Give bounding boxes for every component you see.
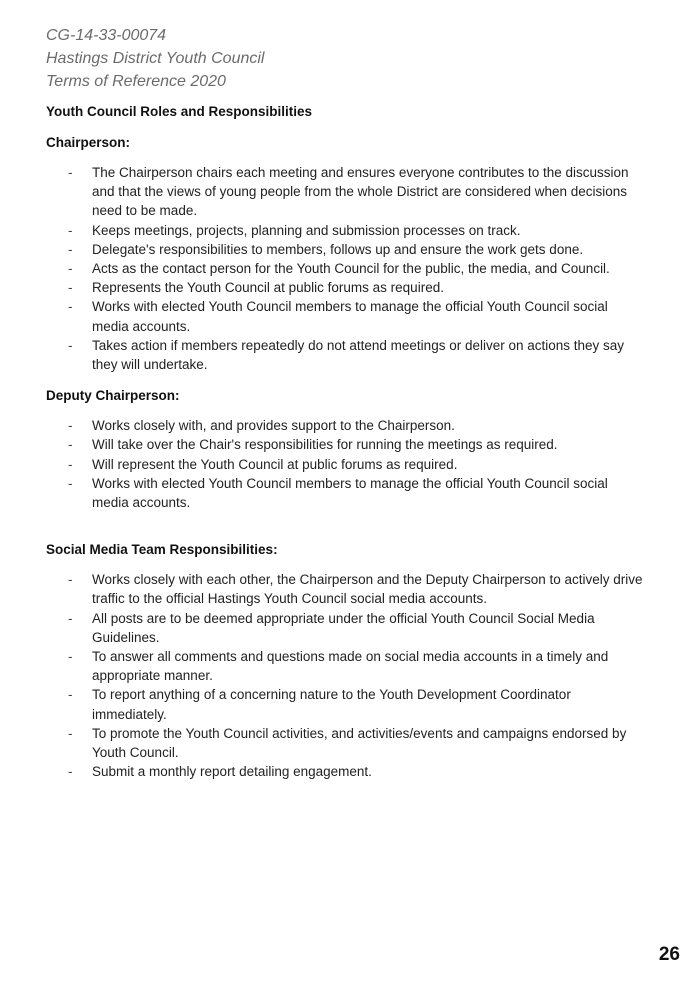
bullet-dash: - — [68, 337, 73, 353]
bullet-dash: - — [68, 437, 73, 453]
bullet-dash: - — [68, 165, 73, 180]
main-heading: Youth Council Roles and Responsibilities — [46, 104, 313, 119]
bullet-dash: - — [68, 261, 73, 277]
list-item: - Submit a monthly report detailing engagement. — [46, 762, 646, 781]
bullet-dash: - — [68, 725, 73, 741]
list-item: - Keeps meetings, projects, planning and submission processes on track. — [46, 221, 646, 240]
list-item: - Acts as the contact person for the Youth Council for the public, the media, and Council. — [46, 259, 646, 278]
list-item: - To report anything of a concerning nature to the Youth Development Coordinator immediately. — [68, 687, 571, 722]
section-title-social-media-team: Social Media Team Responsibilities: — [46, 542, 278, 558]
list-item: - Will take over the Chair's responsibilities for running the meetings as required. — [46, 435, 646, 454]
bullet-dash: - — [68, 572, 73, 588]
document-body — [46, 102, 646, 781]
list-item: - Works with elected Youth Council members to manage the official Youth Council social media accounts. — [68, 299, 608, 334]
document-header — [46, 24, 264, 93]
list-item: - Works closely with each other, the Chairperson and the Deputy Chairperson to actively drive traffic to the official Hastings Youth Council social media accounts. — [68, 572, 643, 607]
section-title-chairperson: Chairperson: — [46, 135, 131, 150]
social-media-team-list — [46, 570, 646, 781]
bullet-dash: - — [68, 649, 73, 665]
list-item: - To promote the Youth Council activities, and activities/events and campaigns endorsed by Youth Council. — [68, 725, 627, 761]
bullet-dash: - — [68, 222, 73, 238]
list-item: - Works with elected Youth Council members to manage the official Youth Council social media accounts. — [68, 475, 608, 511]
doc-title: Terms of Reference 2020 — [46, 73, 226, 90]
bullet-dash: - — [68, 280, 73, 296]
bullet-dash: - — [68, 764, 73, 780]
bullet-dash: - — [68, 241, 73, 257]
deputy-chairperson-list — [46, 416, 646, 512]
list-item: - Will represent the Youth Council at public forums as required. — [46, 455, 646, 474]
list-item: - Delegate's responsibilities to members, follows up and ensure the work gets done. — [46, 240, 646, 259]
list-item: - Takes action if members repeatedly do not attend meetings or deliver on actions they say they will undertake. — [68, 337, 625, 373]
page-number: 26 — [658, 944, 680, 965]
section-title-deputy-chairperson: Deputy Chairperson: — [46, 388, 180, 404]
bullet-dash: - — [68, 299, 73, 315]
bullet-dash: - — [68, 418, 73, 434]
list-item: - The Chairperson chairs each meeting and ensures everyone contributes to the discussion and that the views of young people from the whole District are considered when decisions need to be made. — [68, 165, 629, 219]
list-item: - Works closely with, and provides support to the Chairperson. — [46, 416, 646, 435]
doc-id: CG-14-33-00074 — [46, 27, 167, 44]
bullet-dash: - — [68, 456, 73, 472]
chairperson-list — [46, 163, 646, 374]
list-item: - All posts are to be deemed appropriate under the official Youth Council Social Media Guidelines. — [68, 610, 595, 645]
bullet-dash: - — [68, 687, 73, 703]
organization-name: Hastings District Youth Council — [46, 50, 265, 67]
bullet-dash: - — [68, 475, 73, 491]
bullet-dash: - — [68, 610, 73, 626]
list-item: - To answer all comments and questions made on social media accounts in a timely and appropriate manner. — [68, 649, 609, 684]
list-item: - Represents the Youth Council at public forums as required. — [46, 278, 646, 297]
